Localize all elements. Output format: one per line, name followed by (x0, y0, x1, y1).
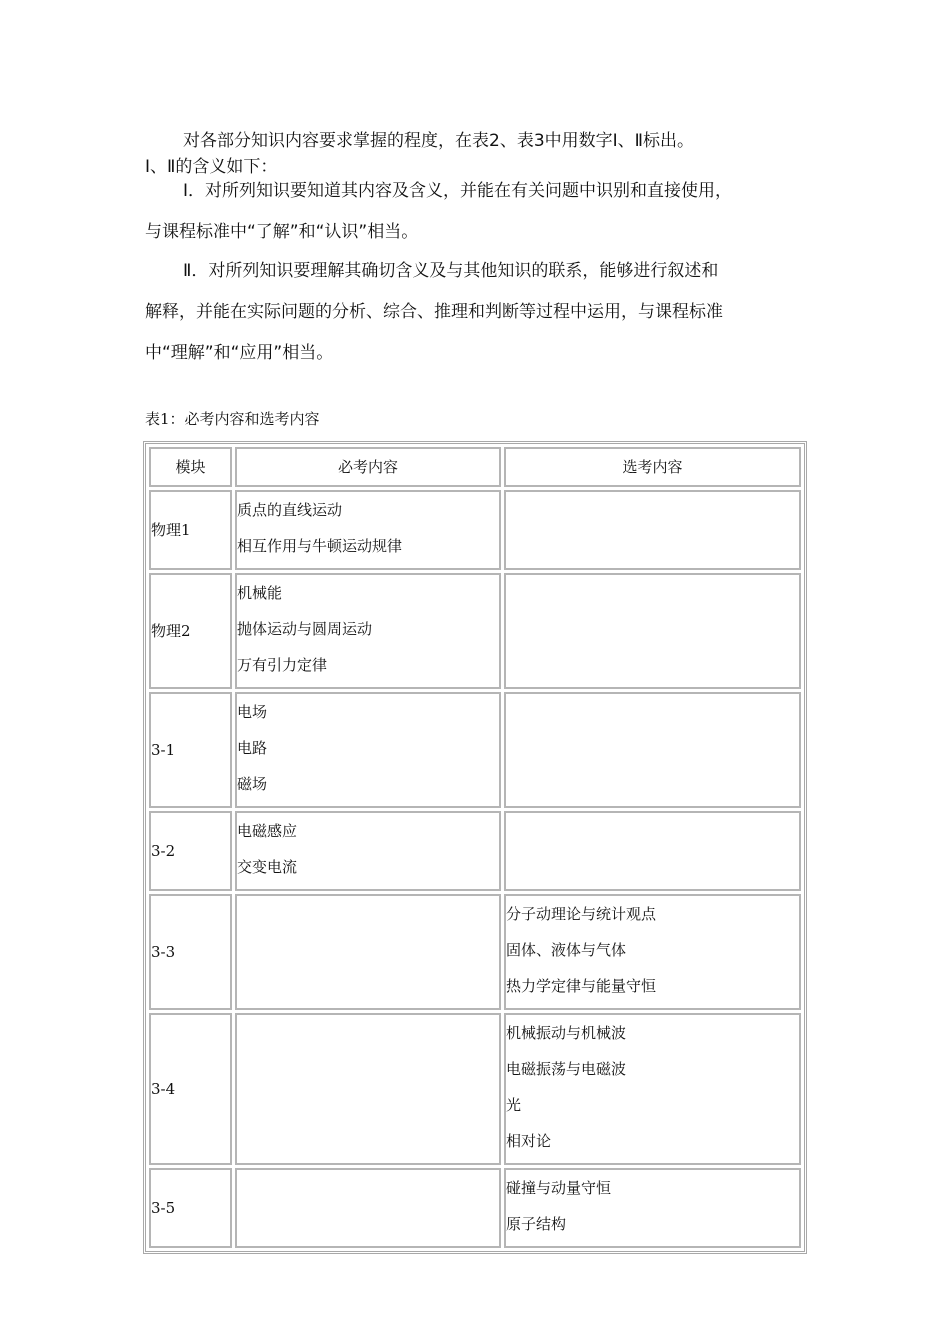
required-cell (235, 490, 501, 570)
optional-cell (504, 894, 801, 1010)
header-optional: 选考内容 (504, 447, 801, 487)
optional-item: 机械振动与机械波 (506, 1024, 627, 1042)
required-cell (235, 1168, 501, 1248)
table-header-row (149, 447, 801, 487)
table-caption: 表1：必考内容和选考内容 (145, 410, 320, 428)
module-cell: 物理2 (149, 573, 232, 689)
intro-p2-line2: 与课程标准中“了解”和“认识”相当。 (145, 222, 419, 242)
intro-p3-line3: 中“理解”和“应用”相当。 (145, 343, 334, 363)
required-item: 磁场 (237, 775, 268, 793)
module-cell: 3-1 (149, 692, 232, 808)
required-item: 抛体运动与圆周运动 (237, 620, 373, 638)
required-cell (235, 692, 501, 808)
optional-item: 碰撞与动量守恒 (506, 1179, 612, 1197)
table-row (149, 1168, 801, 1248)
header-required: 必考内容 (235, 447, 501, 487)
required-cell (235, 894, 501, 1010)
optional-cell (504, 1013, 801, 1165)
optional-cell (504, 490, 801, 570)
optional-item: 分子动理论与统计观点 (506, 905, 657, 923)
required-cell (235, 1013, 501, 1165)
required-cell (235, 811, 501, 891)
table-row (149, 1013, 801, 1165)
required-item: 机械能 (237, 584, 283, 602)
content-table (143, 441, 807, 1254)
required-item: 交变电流 (237, 858, 298, 876)
module-cell: 3-5 (149, 1168, 232, 1248)
required-item: 相互作用与牛顿运动规律 (237, 537, 403, 555)
required-item: 电场 (237, 703, 268, 721)
intro-p1-line1: 对各部分知识内容要求掌握的程度，在表2、表3中用数字Ⅰ、Ⅱ标出。 (183, 131, 695, 151)
required-item: 电路 (237, 739, 268, 757)
intro-p2-line1: Ⅰ．对所列知识要知道其内容及含义，并能在有关问题中识别和直接使用， (183, 181, 733, 201)
intro-p3-line2: 解释，并能在实际问题的分析、综合、推理和判断等过程中运用，与课程标准 (145, 302, 723, 322)
table-row (149, 811, 801, 891)
required-item: 电磁感应 (237, 822, 298, 840)
optional-cell (504, 573, 801, 689)
optional-item: 原子结构 (506, 1215, 567, 1233)
table-row (149, 573, 801, 689)
optional-item: 电磁振荡与电磁波 (506, 1060, 627, 1078)
optional-item: 固体、液体与气体 (506, 941, 627, 959)
table-row (149, 490, 801, 570)
module-cell: 物理1 (149, 490, 232, 570)
optional-item: 光 (506, 1096, 522, 1114)
required-item: 质点的直线运动 (237, 501, 343, 519)
header-module: 模块 (149, 447, 232, 487)
module-cell: 3-3 (149, 894, 232, 1010)
optional-cell (504, 692, 801, 808)
optional-cell (504, 811, 801, 891)
intro-p3-line1: Ⅱ．对所列知识要理解其确切含义及与其他知识的联系，能够进行叙述和 (183, 261, 719, 281)
table-row (149, 692, 801, 808)
optional-item: 相对论 (506, 1132, 552, 1150)
required-cell (235, 573, 501, 689)
module-cell: 3-4 (149, 1013, 232, 1165)
intro-p1-line2: Ⅰ、Ⅱ的含义如下： (145, 157, 278, 177)
table-row (149, 894, 801, 1010)
optional-cell (504, 1168, 801, 1248)
optional-item: 热力学定律与能量守恒 (506, 977, 657, 995)
required-item: 万有引力定律 (237, 656, 328, 674)
module-cell: 3-2 (149, 811, 232, 891)
